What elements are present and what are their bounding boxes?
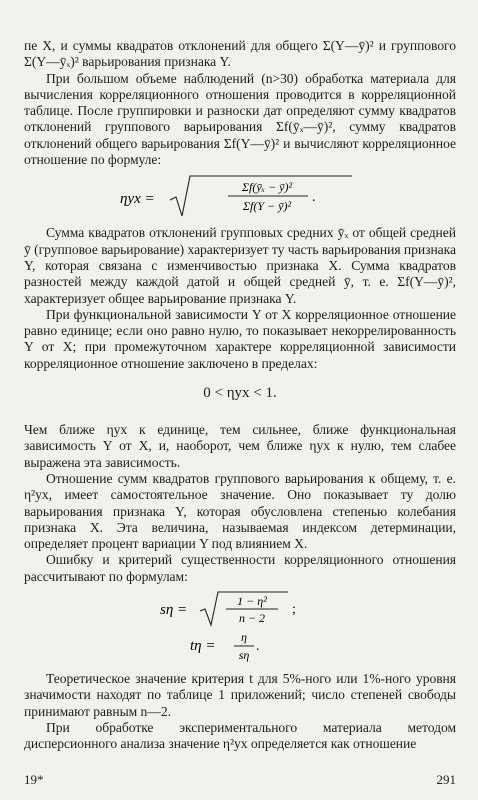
eta-lhs: ηyx = xyxy=(120,191,155,208)
t-denominator: sη xyxy=(238,648,250,663)
s-tail: ; xyxy=(292,602,296,618)
t-lhs: tη = xyxy=(190,638,216,655)
formula-correlation-ratio xyxy=(24,172,456,222)
paragraph-7: Ошибку и критерий существенности корреляционного отношения рассчитывают по формулам: xyxy=(24,552,456,584)
paragraph-9: При обработке экспериментального материала методом дисперсионного анализа значение η²yx определяется как отношение xyxy=(24,719,456,752)
paragraph-6: Отношение сумм квадратов группового варьирования к общему, т. е. η²yx, имеет самостоятельное значение. Оно показывает ту долю варьирования признака Y, которая обусловлена степенью колебания признака X. Эта величина, называемая индексом детерминации, определяет процент вариации Y под влиянием X. xyxy=(24,470,456,552)
s-numerator: 1 − η² xyxy=(237,594,267,609)
s-denominator: n − 2 xyxy=(238,611,266,626)
page-number: 291 xyxy=(436,772,456,787)
paragraph-4: При функциональной зависимости Y от X корреляционное отношение равно единице; если оно равно нулю, то показывает некоррелированность Y от X; при промежуточном характере корреляционной зависимости корреляционное отношение заключено в пределах: xyxy=(24,306,456,371)
paragraph-5: Чем ближе ηyx к единице, тем сильнее, ближе функциональная зависимость Y от X, и, наоборот, чем ближе ηyx к нулю, тем слабее выражена эта зависимость. xyxy=(24,422,456,470)
eta-denominator: Σf(Y − ȳ)² xyxy=(242,199,292,214)
paragraph-8: Теоретическое значение критерия t для 5%-ного или 1%-ного уровня значимости находят по таблице 1 приложений; число степеней свободы принимают равным n—2. xyxy=(24,671,456,719)
paragraph-1: пе X, и суммы квадратов отклонений для общего Σ(Y—ȳ)² и группового Σ(Y—ȳₓ)² варьирования признака Y. xyxy=(24,38,456,70)
formula-error-graphic xyxy=(160,589,320,629)
formula-criterion-graphic xyxy=(190,629,290,663)
page-body xyxy=(24,38,456,753)
signature-mark: 19* xyxy=(24,772,44,787)
s-lhs: sη = xyxy=(160,602,188,619)
formula-error xyxy=(24,589,456,629)
eta-numerator: Σf(ȳₓ − ȳ)² xyxy=(241,180,293,195)
formula-criterion xyxy=(24,629,456,663)
t-tail: . xyxy=(256,639,260,655)
eta-tail: . xyxy=(312,190,316,206)
formula-range: 0 < ηyx < 1. xyxy=(203,385,277,402)
paragraph-2: При большом объеме наблюдений (n>30) обработка материала для вычисления корреляционного отношения проводится в корреляционной таблице. После группировки и разноски дат определяют сумму квадратов отклонений группового варьирования Σf(ȳₓ—ȳ)², сумму квадратов отклонений общего варьирования Σf(Y—ȳ)² и вычисляют корреляционное отношение по формуле: xyxy=(24,70,456,168)
page-footer xyxy=(24,772,456,788)
formula-correlation-ratio-graphic xyxy=(120,172,360,222)
t-numerator: η xyxy=(241,630,247,645)
paragraph-3: Сумма квадратов отклонений групповых средних ȳₓ от общей средней ȳ (групповое варьирование) характеризует ту часть варьирования признака Y, которая связана с изменчивостью признака X. Сумма квадратов разностей между каждой датой и общей средней ȳ, т. е. Σf(Y—ȳ)², характеризует общее варьирование признака Y. xyxy=(24,225,456,306)
